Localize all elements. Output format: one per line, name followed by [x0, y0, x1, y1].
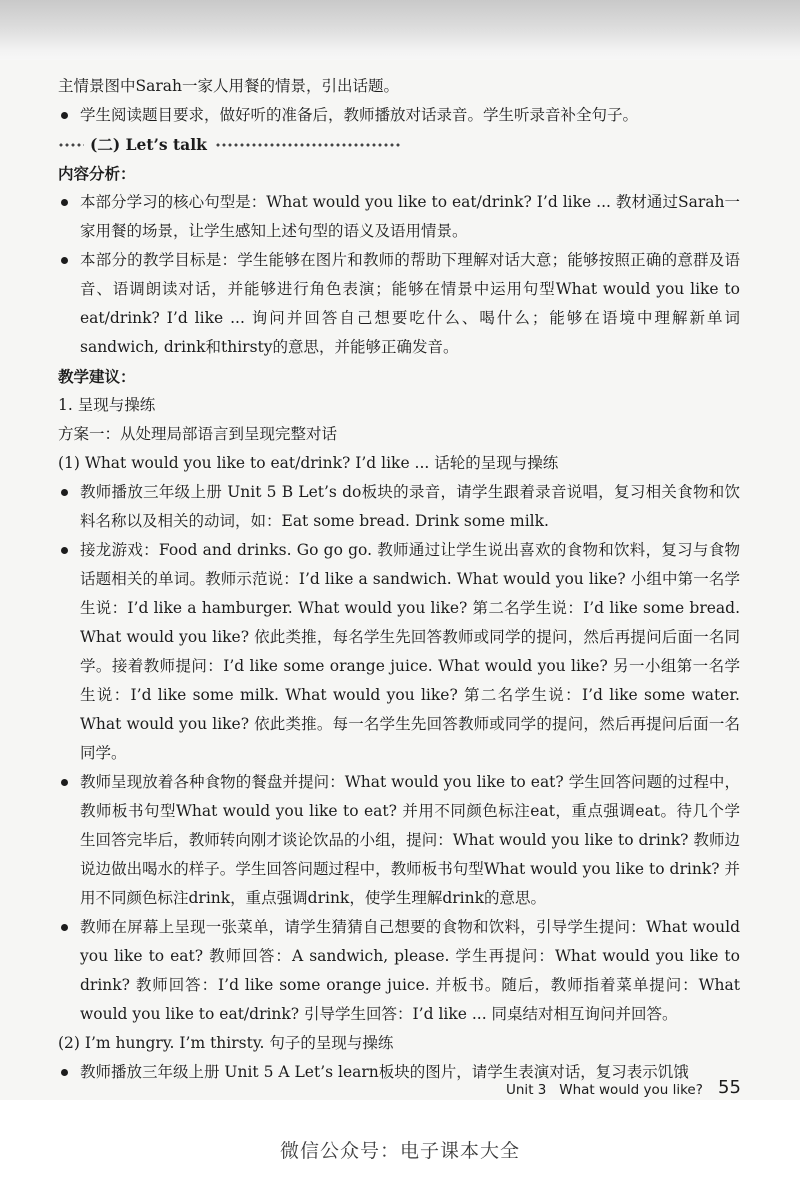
part1-bullet [58, 536, 740, 768]
part1-bullet [58, 913, 740, 1029]
part1-bullet [58, 478, 740, 536]
part1-bullet-text: 教师在屏幕上呈现一张菜单，请学生猜猜自己想要的食物和饮料，引导学生提问：What would you like to eat? 教师回答：A sandwich, please. 学生再提问：What would you like to drink? 教师回答：I’d like some orange juice. 并板书。随后，教师指着菜单提问：What would you like to eat/drink? 引导学生回答：I’d like ... 同桌结对相互询问并回答。 [80, 918, 740, 1023]
page-content [58, 72, 740, 1087]
wave-ornament-left [58, 142, 84, 148]
bullet-icon [61, 257, 68, 264]
part1-bullet-text: 接龙游戏：Food and drinks. Go go go. 教师通过让学生说出喜欢的食物和饮料，复习与食物话题相关的单词。教师示范说：I’d like a sandwich. What would you like? 小组中第一名学生说：I’d like a hamburger. What would you like? 第二名学生说：I’d like some bread. What would you like? 依此类推，每名学生先回答教师或同学的提问，然后再提问后面一名同学。接着教师提问：I’d like some orange juice. What would you like? 另一小组第一名学生说：I’d like some milk. What would you like? 第二名学生说：I’d like some water. What would you like? 依此类推。每一名学生先回答教师或同学的提问，然后再提问后面一名同学。 [80, 541, 740, 762]
teaching-heading: 教学建议： [58, 367, 136, 386]
running-footer [506, 1082, 703, 1098]
analysis-bullet-text: 本部分的教学目标是：学生能够在图片和教师的帮助下理解对话大意；能够按照正确的意群及语音、语调朗读对话，并能够进行角色表演；能够在情景中运用句型What would you like to eat/drink? I’d like ... 询问并回答自己想要吃什么、喝什么；能够在语境中理解新单词sandwich, drink和thirsty的意思，并能够正确发音。 [80, 251, 740, 356]
bullet-icon [61, 547, 68, 554]
analysis-bullet-text: 本部分学习的核心句型是：What would you like to eat/drink? I’d like ... 教材通过Sarah一家用餐的场景，让学生感知上述句型的语义及语用情景。 [80, 193, 740, 240]
bullet-icon [61, 112, 68, 119]
bullet-icon [61, 779, 68, 786]
intro-bullet-text: 学生阅读题目要求，做好听的准备后，教师播放对话录音。学生听录音补全句子。 [80, 106, 639, 124]
page-top-shadow [0, 0, 800, 60]
intro-bullet [58, 101, 740, 130]
plan-title: 方案一：从处理局部语言到呈现完整对话 [58, 425, 338, 443]
analysis-bullet [58, 188, 740, 246]
part1-bullet-text: 教师呈现放着各种食物的餐盘并提问：What would you like to eat? 学生回答问题的过程中，教师板书句型What would you like to eat? 并用不同颜色标注eat，重点强调eat。待几个学生回答完毕后，教师转向刚才谈论饮品的小组，提问：What would you like to drink? 教师边说边做出喝水的样子。学生回答问题过程中，教师板书句型What would you like to drink? 并用不同颜色标注drink，重点强调drink，使学生理解drink的意思。 [80, 773, 740, 907]
bullet-icon [61, 199, 68, 206]
watermark-text: 微信公众号：电子课本大全 [279, 1140, 520, 1162]
footer-title: What would you like? [559, 1082, 703, 1098]
section-title [58, 130, 740, 159]
page-number: 55 [718, 1077, 741, 1098]
wave-ornament-right [215, 142, 400, 148]
bullet-icon [61, 489, 68, 496]
part1-bullet [58, 768, 740, 913]
step-title: 1. 呈现与操练 [58, 396, 156, 414]
bullet-icon [61, 924, 68, 931]
part1-bullet-text: 教师播放三年级上册 Unit 5 B Let’s do板块的录音，请学生跟着录音说唱，复习相关食物和饮料名称以及相关的动词，如：Eat some bread. Drink some milk. [80, 483, 740, 530]
analysis-bullet [58, 246, 740, 362]
footer-unit: Unit 3 [506, 1082, 547, 1098]
part2-bullet-text: 教师播放三年级上册 Unit 5 A Let’s learn板块的图片，请学生表演对话，复习表示饥饿 [80, 1063, 689, 1081]
bullet-icon [61, 1069, 68, 1076]
part1-title: (1) What would you like to eat/drink? I’d like ... 话轮的呈现与操练 [58, 454, 559, 472]
intro-line: 主情景图中Sarah一家人用餐的情景，引出话题。 [58, 77, 399, 95]
content-analysis-heading: 内容分析： [58, 164, 136, 183]
section-title-text: (二) Let’s talk [90, 135, 207, 154]
part2-title: (2) I’m hungry. I’m thirsty. 句子的呈现与操练 [58, 1034, 394, 1052]
